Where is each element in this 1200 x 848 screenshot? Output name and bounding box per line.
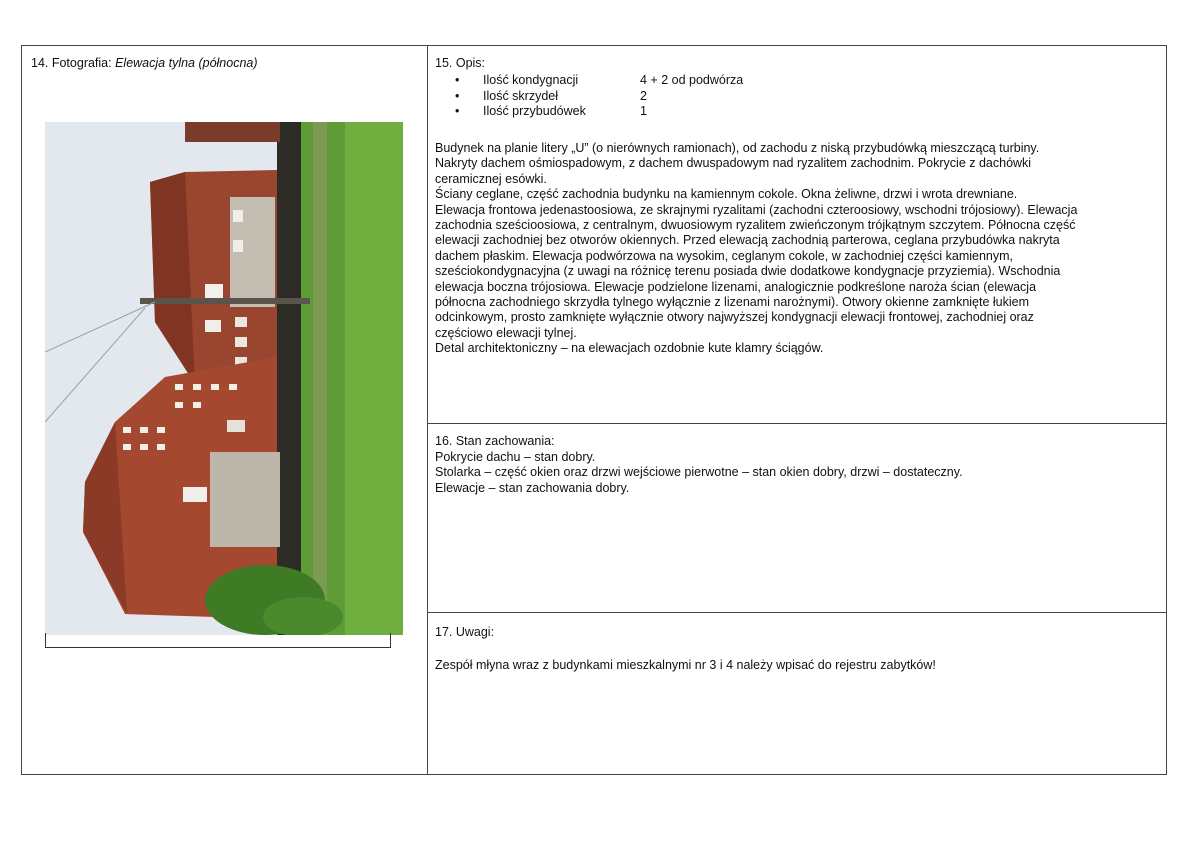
building-photo: [45, 122, 403, 635]
remarks-text: Zespół młyna wraz z budynkami mieszkalnymi nr 3 i 4 należy wpisać do rejestru zabytków!: [435, 658, 936, 672]
section-17-heading: 17. Uwagi:: [435, 625, 495, 639]
section-15-heading: 15. Opis:: [435, 56, 486, 70]
section-16-heading: 16. Stan zachowania:: [435, 434, 555, 448]
column-divider: [427, 45, 428, 775]
section-14-title: Elewacja tylna (północna): [115, 56, 258, 70]
building-photo-illustration: [45, 122, 403, 635]
condition-text: Pokrycie dachu – stan dobry. Stolarka – część okien oraz drzwi wejściowe pierwotne – stan okien dobry, drzwi – dostateczny. Elewacje – stan zachowania dobry.: [435, 450, 963, 495]
section-14-heading: [31, 56, 258, 70]
row-divider-16: [427, 423, 1167, 424]
bullet-icon: •: [455, 88, 460, 103]
bullet-icon: •: [455, 73, 460, 87]
section-14-number: 14. Fotografia:: [31, 56, 112, 70]
description-text: Budynek na planie litery „U” (o nierównych ramionach), od zachodu z niską przybudówką mieszczącą turbiny. Nakryty dachem ośmiospadowym, z dachem dwuspadowym nad ryzalitem zachodnim. Pokrycie z dachówki ceramicznej esówki. Ściany ceglane, część zachodnia budynku na kamiennym cokole. Okna żeliwne, drzwi i wrota drewniane. Elewacja frontowa jedenastoosiowa, ze skrajnymi ryzalitami (zachodni czteroosiowy, wschodni trójosiowy). Elewacja zachodnia sześcioosiowa, z centralnym, dwuosiowym ryzalitem zwieńczonym trójkątnym szczytem. Północna część elewacji zachodniej bez otworów okiennych. Przed elewacją zachodnią parterowa, ceglana przybudówka nakryta dachem płaskim. Elewacja podwórzowa na wysokim, ceglanym cokole, w zachodniej części kamiennym, sześciokondygnacyjna (z uwagi na różnicę terenu posiada dwie dodatkowe kondygnacje przyziemia). Wschodnia elewacja boczna trójosiowa. Elewacje podzielone lizenami, analogicznie podkreślone naroża ścian (elewacja północna zachodniego skrzydła tylnego wyłącznie z lizenami narożnymi). Otwory okienne zamknięte łukiem odcinkowym, prosto zamknięte wyłącznie otwory najwyższej kondygnacji elewacji frontowej, zachodniej oraz częściowo elewacji tylnej. Detal architektoniczny – na elewacjach ozdobnie kute klamry ściągów.: [435, 141, 1078, 356]
bullet-icon: •: [455, 104, 460, 118]
row-divider-17: [427, 612, 1167, 613]
photo-frame-bottom: [45, 633, 391, 648]
